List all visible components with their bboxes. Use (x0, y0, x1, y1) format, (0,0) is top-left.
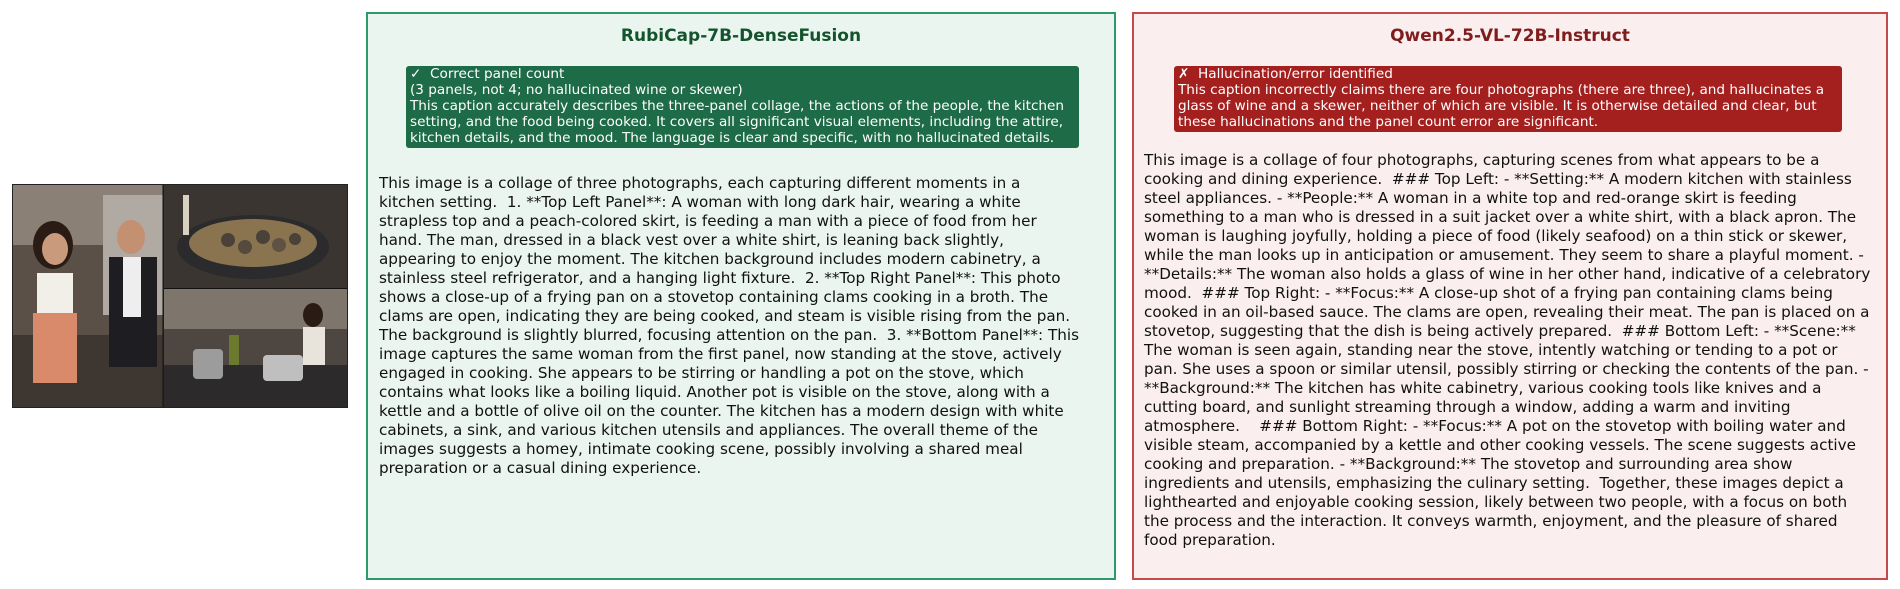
verdict-heading (1178, 66, 1838, 82)
verdict-label: Correct panel count (430, 66, 565, 82)
verdict-box-error (1174, 66, 1842, 132)
verdict-label: Hallucination/error identified (1198, 66, 1393, 82)
verdict-text: This caption incorrectly claims there are four photographs (there are three), and hallucinates a glass of wine and a skewer, neither of which are visible. It is otherwise detailed and clear, but these hallucinations and the panel count error are significant. (1178, 82, 1825, 130)
caption-text: This image is a collage of four photographs, capturing scenes from what appears to be a cooking and dining experience. ### Top Left: - **Setting:** A modern kitchen with stainless steel appliances. - **People:** A woman in a white top and red-orange skirt is feeding something to a man who is dressed in a suit jacket over a white shirt, with a black apron. The woman is laughing joyfully, holding a piece of food (likely seafood) on a thin stick or skewer, while the man looks up in anticipation or amusement. They seem to share a playful moment. - **Details:** The woman also holds a glass of wine in her other hand, indicative of a celebratory mood. ### Top Right: - **Focus:** A close-up shot of a frying pan containing clams being cooked in an oil-based sauce. The clams are open, revealing their meat. The pan is placed on a stovetop, suggesting that the dish is being actively prepared. ### Bottom Left: - **Scene:** The woman is seen again, standing near the stove, intently watching or tending to a pot or pan. She uses a spoon or similar utensil, possibly stirring or checking the contents of the pan. - **Background:** The kitchen has white cabinetry, various cooking tools like knives and a cutting board, and sunlight streaming through a window, adding a warm and inviting atmosphere. ### Bottom Right: - **Focus:** A pot on the stovetop with boiling water and visible steam, accompanied by a kettle and other cooking vessels. The scene suggests active cooking and preparation. - **Background:** The stovetop and surrounding area show ingredients and utensils, emphasizing the culinary setting. Together, these images depict a lighthearted and enjoyable cooking session, likely between two people, with a focus on both the process and the interaction. It conveys warmth, enjoyment, and the pleasure of shared food preparation. (1144, 151, 1876, 549)
check-icon: ✓ (410, 66, 422, 82)
photo-panel-clams (164, 185, 347, 288)
caption-panel-rubicap (366, 12, 1116, 580)
caption-panel-qwen (1132, 12, 1888, 580)
photo-panel-couple (13, 185, 163, 407)
photo-panel-stove (164, 289, 347, 407)
cross-icon: ✗ (1178, 66, 1190, 82)
verdict-heading (410, 66, 1075, 82)
panel-title: RubiCap-7B-DenseFusion (620, 26, 862, 46)
panel-title: Qwen2.5-VL-72B-Instruct (1390, 26, 1630, 46)
photo-collage (12, 184, 348, 408)
verdict-text: This caption accurately describes the three-panel collage, the actions of the people, the kitchen setting, and the food being cooked. It covers all significant visual elements, including the attire, kitchen details, and the mood. The language is clear and specific, with no hallucinated details. (410, 98, 1065, 146)
verdict-box-correct (406, 66, 1079, 148)
verdict-detail: (3 panels, not 4; no hallucinated wine or skewer) (410, 82, 743, 98)
caption-text: This image is a collage of three photographs, each capturing different moments in a kitchen setting. 1. **Top Left Panel**: A woman with long dark hair, wearing a white strapless top and a peach-colored skirt, is feeding a man with a piece of food from her hand. The man, dressed in a black vest over a white shirt, is leaning back slightly, appearing to enjoy the moment. The kitchen background includes modern cabinetry, a stainless steel refrigerator, and a hanging light fixture. 2. **Top Right Panel**: This photo shows a close-up of a frying pan on a stovetop containing clams cooking in a broth. The clams are open, indicating they are being cooked, and steam is visible rising from the pan. The background is slightly blurred, focusing attention on the pan. 3. **Bottom Panel**: This image captures the same woman from the first panel, now standing at the stove, actively engaged in cooking. She appears to be stirring or handling a pot on the stove, which contains what looks like a boiling liquid. Another pot is visible on the stove, along with a kettle and a bottle of olive oil on the counter. The kitchen has a modern design with white cabinets, a sink, and various kitchen utensils and appliances. The overall theme of the images suggests a homey, intimate cooking scene, possibly involving a shared meal preparation or a casual dining experience. (379, 174, 1084, 477)
photo-collage-icon (13, 185, 347, 407)
